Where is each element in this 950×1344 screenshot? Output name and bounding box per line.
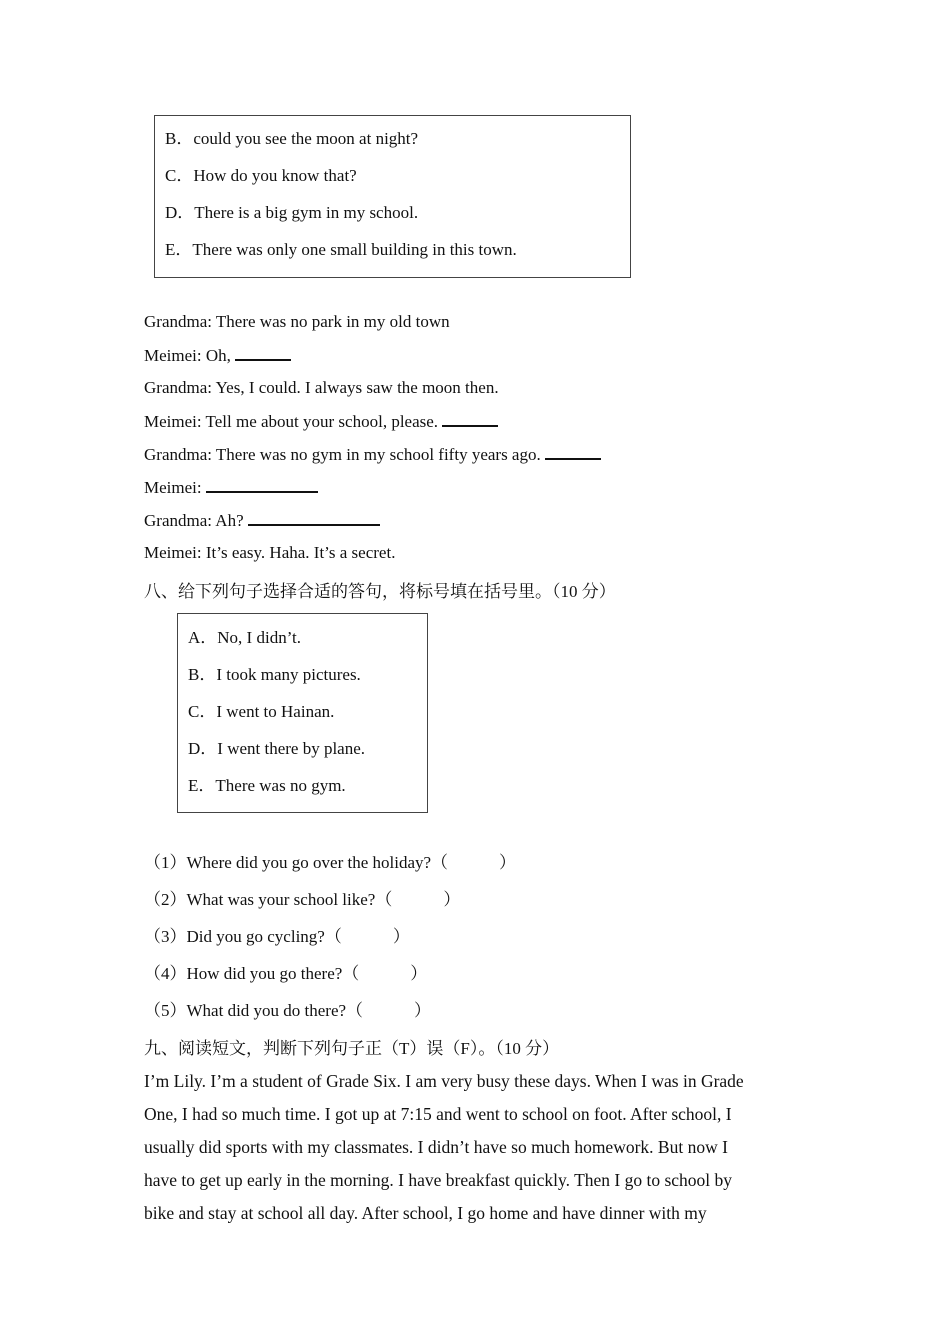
dialogue-line: Grandma: There was no park in my old town (144, 312, 450, 331)
options-box-2 (177, 613, 428, 813)
option-c: C．I went to Hainan. (188, 702, 335, 721)
dialogue-line: Meimei: It’s easy. Haha. It’s a secret. (144, 543, 396, 562)
option-e: E．There was only one small building in this town. (165, 240, 517, 259)
dialogue-line: Grandma: Yes, I could. I always saw the moon then. (144, 378, 499, 397)
option-d: D．There is a big gym in my school. (165, 203, 419, 222)
section-8-heading: 八、给下列句子选择合适的答句，将标号填在括号里。（10 分） (144, 582, 616, 601)
option-b: B．I took many pictures. (188, 665, 361, 684)
answer-blank[interactable] (248, 510, 380, 526)
passage-line: bike and stay at school all day. After school, I go home and have dinner with my (144, 1203, 707, 1223)
option-a: A．No, I didn’t. (188, 628, 302, 647)
passage-line: usually did sports with my classmates. I didn’t have so much homework. But now I (144, 1137, 728, 1157)
question-3[interactable]: （3）Did you go cycling?（ ） (144, 927, 410, 946)
question-4[interactable]: （4）How did you go there?（ ） (144, 964, 428, 983)
option-e: E．There was no gym. (188, 776, 346, 795)
options-box-1 (154, 115, 631, 278)
dialogue-line: Grandma: Ah? (144, 510, 380, 531)
section-9-heading: 九、阅读短文，判断下列句子正（T）误（F）。（10 分） (144, 1039, 560, 1058)
dialogue-line: Meimei: Oh, (144, 345, 291, 366)
question-2[interactable]: （2）What was your school like?（ ） (144, 890, 461, 909)
passage-line: I’m Lily. I’m a student of Grade Six. I am very busy these days. When I was in Grade (144, 1071, 744, 1091)
question-5[interactable]: （5）What did you do there?（ ） (144, 1001, 432, 1020)
option-d: D．I went there by plane. (188, 739, 366, 758)
answer-blank[interactable] (235, 345, 291, 361)
answer-blank[interactable] (442, 411, 498, 427)
option-b: B．could you see the moon at night? (165, 129, 419, 148)
option-c: C．How do you know that? (165, 166, 357, 185)
reading-passage (144, 1065, 824, 1230)
answer-blank[interactable] (545, 444, 601, 460)
answer-blank[interactable] (206, 477, 318, 493)
passage-line: have to get up early in the morning. I have breakfast quickly. Then I go to school by (144, 1170, 733, 1190)
dialogue-line: Meimei: (144, 477, 318, 498)
dialogue-line: Grandma: There was no gym in my school fifty years ago. (144, 444, 601, 465)
passage-line: One, I had so much time. I got up at 7:15 and went to school on foot. After school, I (144, 1104, 732, 1124)
dialogue-line: Meimei: Tell me about your school, please. (144, 411, 498, 432)
question-1[interactable]: （1）Where did you go over the holiday?（ ） (144, 853, 517, 872)
